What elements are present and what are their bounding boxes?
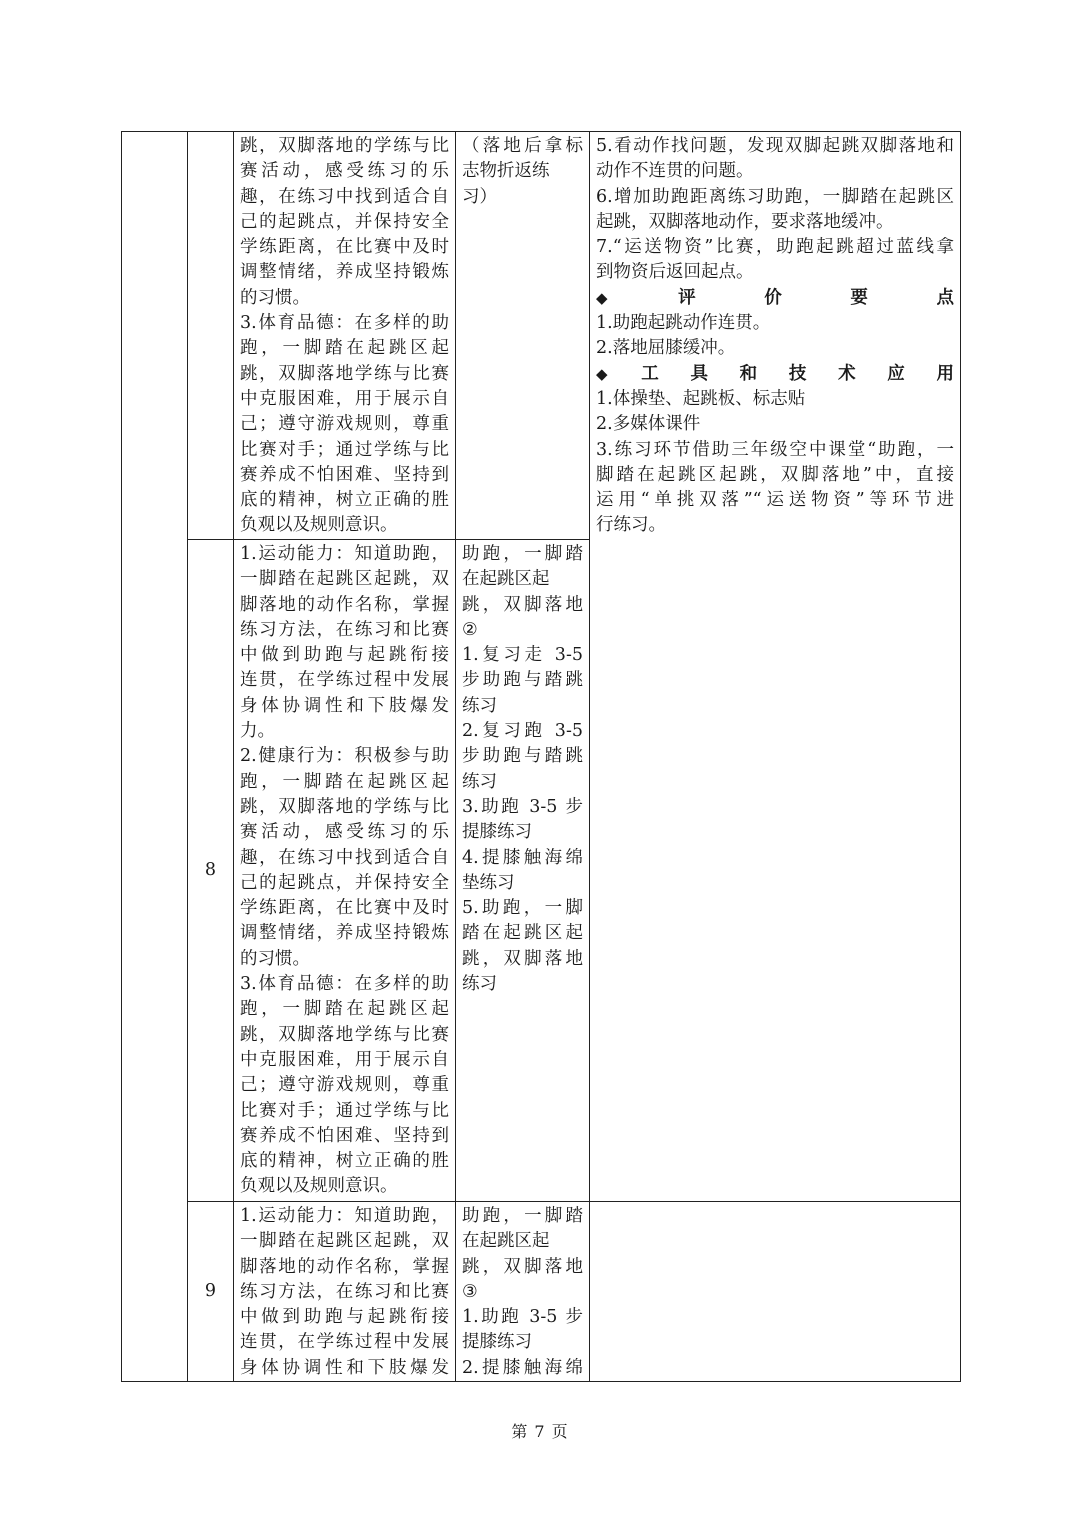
text-line: 连贯，在学练过程中发展 xyxy=(240,670,449,691)
text-line: 3.助跑 3-5 步 xyxy=(462,796,583,817)
text-line: 2.落地屈膝缓冲。 xyxy=(596,338,736,359)
text-line: 底的精神，树立正确的胜 xyxy=(240,1151,449,1172)
text-line: 身体协调性和下肢爆发 xyxy=(240,695,449,716)
text-line: 助跑，一脚踏 xyxy=(462,1206,583,1226)
text-line: 脚踏在起跳区起跳，双脚落地”中，直接 xyxy=(596,464,954,485)
table-row xyxy=(122,132,961,540)
content-cell xyxy=(456,132,590,540)
text-line: 运用“单挑双落”“运送物资”等环节进 xyxy=(596,490,954,511)
text-line: 的习惯。 xyxy=(240,287,310,308)
text-line: 己；遵守游戏规则，尊重 xyxy=(240,414,449,435)
text-line: 2.健康行为：积极参与助 xyxy=(240,746,449,767)
text-line: 踏在起跳区起 xyxy=(462,923,583,944)
text-line: 跳，双脚落地学练与比赛 xyxy=(240,1024,449,1045)
text-line: 助跑，一脚踏 xyxy=(462,544,583,564)
text-line: 跳，双脚落地的学练与比 xyxy=(240,796,449,817)
objectives-cell xyxy=(234,132,456,540)
text-line: 跑，一脚踏在起跳区起 xyxy=(240,999,449,1020)
text-line: 己；遵守游戏规则，尊重 xyxy=(240,1075,449,1096)
text-line: 赛养成不怕困难、坚持到 xyxy=(240,1125,449,1146)
unit-cell xyxy=(122,132,188,1382)
text-line: 脚落地的动作名称，掌握 xyxy=(240,1256,449,1277)
objectives-text xyxy=(240,542,449,1200)
page-number: 第 7 页 xyxy=(511,1422,569,1441)
text-line: 身体协调性和下肢爆发 xyxy=(240,1357,449,1378)
text-line: 跳，双脚落地 xyxy=(462,948,583,969)
text-line: 动作不连贯的问题。 xyxy=(596,161,754,182)
content-text xyxy=(462,134,583,210)
text-line: 练习 xyxy=(462,771,497,792)
objectives-text xyxy=(240,134,449,539)
lesson-number-cell xyxy=(188,540,234,1202)
content-text xyxy=(462,1204,583,1381)
text-line: 跑，一脚踏在起跳区起 xyxy=(240,338,449,359)
text-line: 赛活动，感受练习的乐 xyxy=(240,822,449,843)
text-line: 5.看动作找问题，发现双脚起跳双脚落地和 xyxy=(596,136,954,156)
text-line: 练习 xyxy=(462,695,497,716)
text-line: 4.提膝触海绵 xyxy=(462,847,583,868)
text-line: 中克服困难，用于展示自 xyxy=(240,388,449,409)
text-line: 垫练习 xyxy=(462,872,515,893)
text-line: 中克服困难，用于展示自 xyxy=(240,1049,449,1070)
text-line: 负观以及规则意识。 xyxy=(240,1176,398,1197)
objectives-cell xyxy=(234,1202,456,1382)
text-line: 7.“运送物资”比赛，助跑起跳超过蓝线拿 xyxy=(596,237,954,258)
text-line: 提膝练习 xyxy=(462,1332,532,1353)
lesson-number: 8 xyxy=(204,859,217,880)
text-line: 在起跳区起 xyxy=(462,1231,550,1252)
diamond-bullet-icon: ◆ xyxy=(596,364,640,383)
text-line: 2.多媒体课件 xyxy=(596,414,701,435)
notes-cell xyxy=(590,132,961,1202)
text-line: 3.体育品德：在多样的助 xyxy=(240,974,449,995)
text-line: 2.提膝触海绵 xyxy=(462,1357,583,1378)
lesson-number-cell xyxy=(188,132,234,540)
text-line: （落地后拿标 xyxy=(462,136,583,156)
text-line: 学练距离，在比赛中及时 xyxy=(240,898,449,919)
text-line: 一脚踏在起跳区起跳，双 xyxy=(240,1231,449,1252)
notes-cell-empty xyxy=(590,1202,961,1382)
text-line: 练习方法，在练习和比赛 xyxy=(240,619,449,640)
lesson-number: 9 xyxy=(204,1280,217,1301)
text-line: 脚落地的动作名称，掌握 xyxy=(240,594,449,615)
text-line: 一脚踏在起跳区起跳，双 xyxy=(240,569,449,590)
text-line: 连贯，在学练过程中发展 xyxy=(240,1332,449,1353)
text-line: 跳，双脚落地 xyxy=(462,594,583,615)
text-line: 跳，双脚落地的学练与比 xyxy=(240,136,449,156)
content-text xyxy=(462,542,583,997)
evaluation-heading: ◆ 评价要点 xyxy=(596,287,954,308)
text-line: 学练距离，在比赛中及时 xyxy=(240,237,449,258)
text-line: 赛活动，感受练习的乐 xyxy=(240,161,449,182)
text-line: 底的精神，树立正确的胜 xyxy=(240,490,449,511)
text-line: 在起跳区起 xyxy=(462,569,550,590)
text-line: 1.运动能力：知道助跑， xyxy=(240,544,449,564)
text-line: 步助跑与踏跳 xyxy=(462,746,583,767)
text-line: 负观以及规则意识。 xyxy=(240,515,398,536)
content-cell xyxy=(456,1202,590,1382)
text-line: ② xyxy=(462,619,478,640)
text-line: 比赛对手；通过学练与比 xyxy=(240,439,449,460)
text-line: 调整情绪，养成坚持锻炼 xyxy=(240,262,449,283)
text-line: 步助跑与踏跳 xyxy=(462,670,583,691)
text-line: 行练习。 xyxy=(596,515,666,536)
text-line: 比赛对手；通过学练与比 xyxy=(240,1100,449,1121)
text-line: 6.增加助跑距离练习助跑，一脚踏在起跳区 xyxy=(596,186,954,207)
text-line: 己的起跳点，并保持安全 xyxy=(240,211,449,232)
text-line: ③ xyxy=(462,1281,478,1302)
tools-heading: ◆ 工具和技术应用 xyxy=(596,363,954,384)
text-line: 跳，双脚落地 xyxy=(462,1256,583,1277)
notes-intro xyxy=(596,134,954,286)
text-line: 习） xyxy=(462,186,497,207)
text-line: 趣，在练习中找到适合自 xyxy=(240,186,449,207)
text-line: 的习惯。 xyxy=(240,948,310,969)
text-line: 练习方法，在练习和比赛 xyxy=(240,1281,449,1302)
text-line: 中做到助跑与起跳衔接 xyxy=(240,645,449,666)
text-line: 中做到助跑与起跳衔接 xyxy=(240,1307,449,1328)
text-line: 赛养成不怕困难、坚持到 xyxy=(240,464,449,485)
text-line: 跑，一脚踏在起跳区起 xyxy=(240,771,449,792)
text-line: 志物折返练 xyxy=(462,161,550,182)
text-line: 3.练习环节借助三年级空中课堂“助跑，一 xyxy=(596,439,954,460)
lesson-plan-table xyxy=(121,131,961,1382)
objectives-text xyxy=(240,1204,449,1381)
text-line: 到物资后返回起点。 xyxy=(596,262,754,283)
text-line: 提膝练习 xyxy=(462,822,532,843)
tools-list xyxy=(596,387,954,539)
text-line: 1.复习走 3-5 xyxy=(462,645,583,666)
text-line: 调整情绪，养成坚持锻炼 xyxy=(240,923,449,944)
text-line: 3.体育品德：在多样的助 xyxy=(240,313,449,334)
text-line: 1.体操垫、起跳板、标志贴 xyxy=(596,388,806,409)
text-line: 力。 xyxy=(240,721,275,742)
text-line: 己的起跳点，并保持安全 xyxy=(240,872,449,893)
objectives-cell xyxy=(234,540,456,1202)
text-line: 跳，双脚落地学练与比赛 xyxy=(240,363,449,384)
diamond-bullet-icon: ◆ xyxy=(596,288,677,307)
text-line: 练习 xyxy=(462,974,497,995)
evaluation-list xyxy=(596,311,954,362)
table-row xyxy=(122,1202,961,1382)
text-line: 1.运动能力：知道助跑， xyxy=(240,1206,449,1226)
text-line: 5.助跑，一脚 xyxy=(462,898,583,919)
text-line: 2.复习跑 3-5 xyxy=(462,721,583,742)
content-cell xyxy=(456,540,590,1202)
text-line: 1.助跑 3-5 步 xyxy=(462,1307,583,1328)
text-line: 起跳，双脚落地动作，要求落地缓冲。 xyxy=(596,211,894,232)
text-line: 趣，在练习中找到适合自 xyxy=(240,847,449,868)
text-line: 1.助跑起跳动作连贯。 xyxy=(596,313,771,334)
lesson-number-cell xyxy=(188,1202,234,1382)
